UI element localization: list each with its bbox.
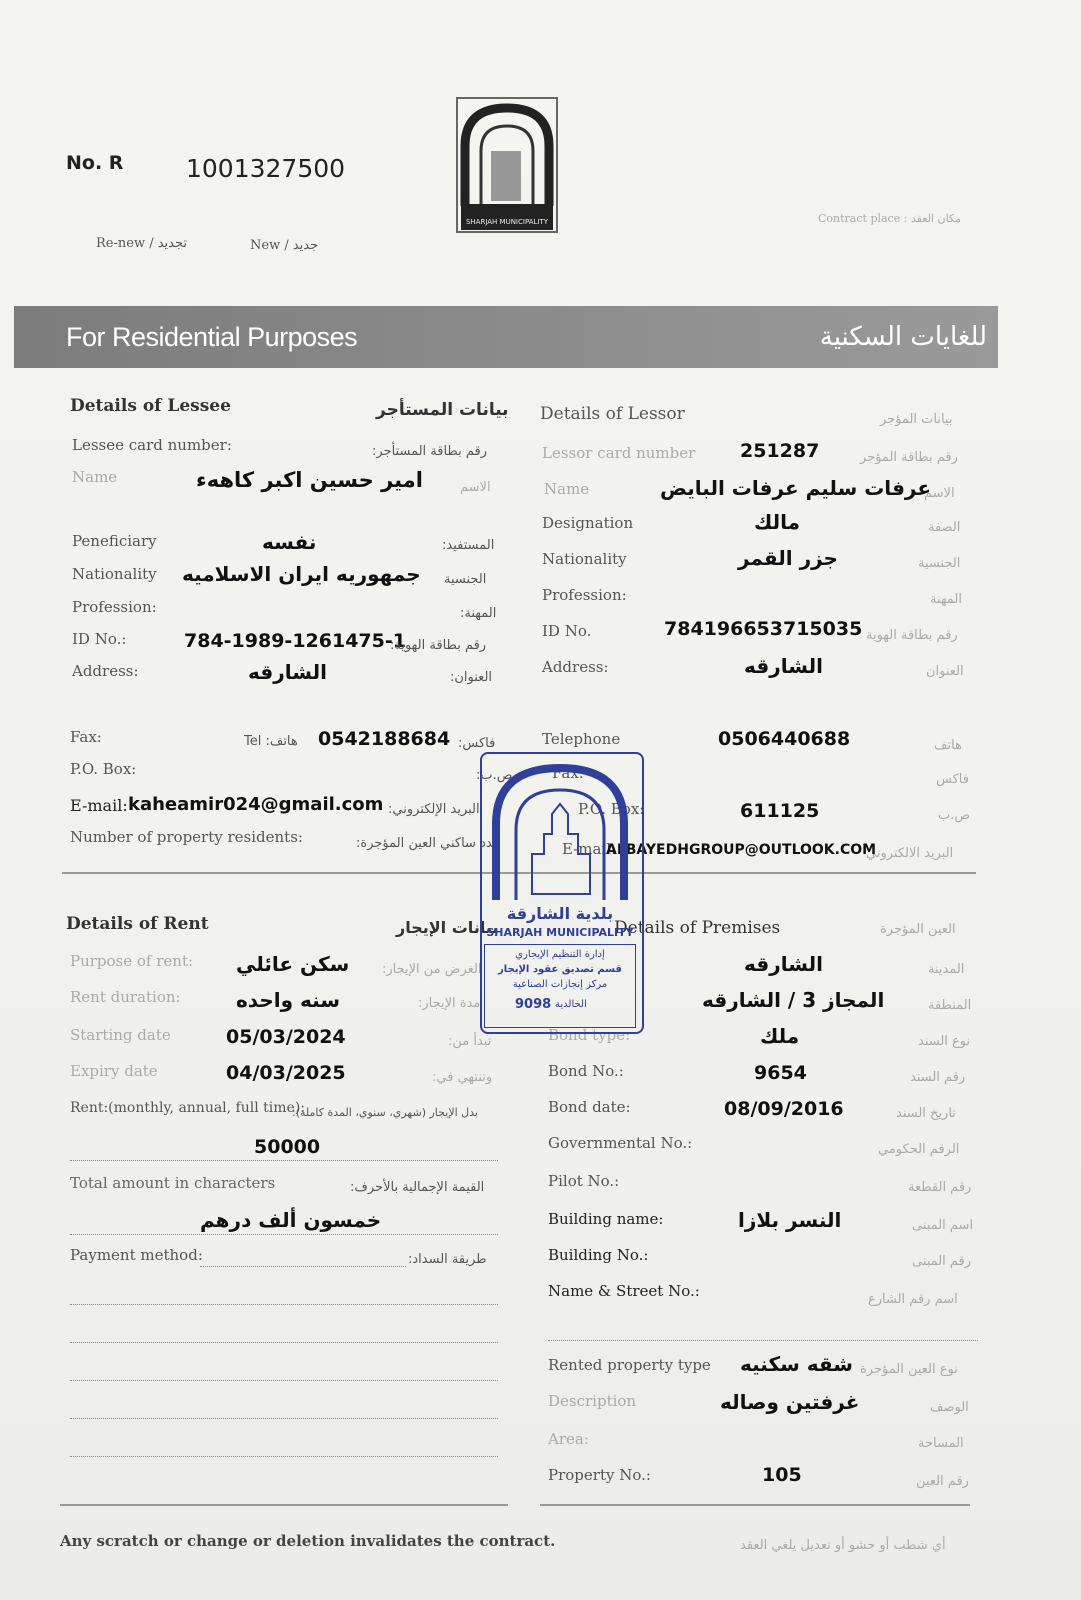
purpose-value: سكن عائلي: [236, 952, 350, 976]
lessor-card-label: Lessor card number: [542, 444, 696, 462]
description-label: Description: [548, 1392, 637, 1410]
designation-label-ar: الصفة: [928, 520, 961, 535]
lessor-name-label-ar: الاسم: [924, 486, 955, 501]
payment-method-label-ar: طريقة السداد:: [408, 1252, 487, 1267]
property-no-label-ar: رقم العين: [916, 1474, 969, 1489]
lessor-telephone-label: Telephone: [542, 730, 621, 748]
start-date-label-ar: تبدأ من:: [448, 1034, 492, 1049]
lessee-fax-label: Fax:: [70, 728, 102, 746]
building-name-value: النسر بلازا: [738, 1208, 842, 1232]
beneficiary-value: نفسه: [262, 530, 317, 554]
lessee-id-value: 784-1989-1261475-1: [184, 630, 406, 652]
stamp-line-3: مركز إنجازات الصناعية: [512, 979, 608, 990]
renew-checkbox-label: Re-new / تجديد: [96, 236, 187, 251]
plot-no-label-ar: رقم القطعة: [908, 1180, 972, 1195]
lessor-pobox-value: 611125: [740, 800, 820, 822]
total-label: Total amount in characters: [70, 1174, 276, 1192]
description-label-ar: الوصف: [930, 1400, 969, 1415]
bond-no-label-ar: رقم السند: [910, 1070, 966, 1085]
property-type-value: شقه سكنيه: [740, 1352, 853, 1376]
lessee-id-label: ID No.:: [72, 630, 127, 648]
new-checkbox-label: New / جديد: [250, 238, 319, 253]
property-type-label: Rented property type: [548, 1356, 711, 1374]
stamp-arch-icon: [482, 754, 638, 904]
rent-amount-label-ar: بدل الإيجار (شهري، سنوي، المدة كاملة):: [292, 1106, 478, 1119]
city-value: الشارقه: [744, 952, 823, 976]
bond-no-value: 9654: [754, 1062, 807, 1084]
total-value: خمسون ألف درهم: [200, 1208, 382, 1232]
municipality-logo: [455, 96, 559, 234]
lessor-telephone-label-ar: هاتف: [934, 738, 962, 753]
area-name-label-ar: المنطقة: [928, 998, 972, 1013]
lessor-address-label-ar: العنوان: [926, 664, 964, 679]
lessee-nationality-value: جمهوريه ايران الاسلاميه: [182, 562, 421, 586]
street-line: [548, 1340, 978, 1341]
lessor-profession-label-ar: المهنة: [930, 592, 962, 607]
street-label-ar: اسم رقم الشارع: [868, 1292, 958, 1307]
street-label: Name & Street No.:: [548, 1282, 700, 1300]
lessee-section-title-ar: بيانات المستأجر: [376, 400, 509, 420]
payment-line: [200, 1266, 406, 1267]
lessor-profession-label: Profession:: [542, 586, 627, 604]
lessee-tel-label: هاتف: Tel: [244, 734, 298, 749]
payment-line-4: [70, 1380, 498, 1381]
lessor-email-label-ar: البريد الالكتروني: [866, 846, 954, 861]
stamp-line-2: قسم تصديق عقود الإيجار: [498, 964, 622, 975]
lessee-nationality-label: Nationality: [72, 565, 157, 583]
building-no-label: Building No.:: [548, 1246, 649, 1264]
stamp-line-4: الخالدية: [555, 999, 587, 1010]
bond-date-value: 08/09/2016: [724, 1098, 844, 1120]
lessor-nationality-value: جزر القمر: [738, 546, 838, 570]
area-name-value: المجاز 3 / الشارقه: [702, 988, 885, 1012]
footer-warning-ar: أي شطب أو حشو أو تعديل يلغي العقد: [740, 1538, 946, 1553]
property-no-label: Property No.:: [548, 1466, 651, 1484]
building-no-label-ar: رقم المبنى: [912, 1254, 972, 1269]
lessee-tel-value: 0542188684: [318, 728, 451, 750]
expiry-date-value: 04/03/2025: [226, 1062, 346, 1084]
lessee-pobox-label: P.O. Box:: [70, 760, 137, 778]
lessor-fax-label: Fax:: [552, 764, 584, 782]
lessee-id-label-ar: رقم بطاقة الهوية:: [390, 638, 487, 653]
lessee-address-value: الشارقه: [248, 660, 327, 684]
payment-line-6: [70, 1456, 498, 1457]
payment-line-3: [70, 1342, 498, 1343]
logo-caption: SHARJAH MUNICIPALITY: [465, 218, 549, 226]
description-value: غرفتين وصاله: [720, 1390, 860, 1414]
purpose-label: Purpose of rent:: [70, 952, 194, 970]
rent-amount-label: Rent:(monthly, annual, full time):: [70, 1100, 306, 1116]
lessor-nationality-label-ar: الجنسية: [918, 556, 961, 571]
rent-amount-value: 50000: [254, 1136, 321, 1158]
stamp-line-1: إدارة التنظيم الإيجاري: [515, 949, 605, 960]
bond-type-label-ar: نوع السند: [918, 1034, 971, 1049]
lessor-section-title: Details of Lessor: [540, 404, 685, 424]
purpose-label-ar: الغرض من الإيجار:: [382, 962, 482, 977]
municipality-arch-icon: [455, 96, 559, 234]
lessee-email-label: E-mail:: [70, 796, 128, 815]
lessor-fax-label-ar: فاكس: [936, 772, 969, 787]
city-label-ar: المدينة: [928, 962, 965, 977]
duration-label-ar: مدة الإيجار:: [418, 996, 481, 1011]
designation-value: مالك: [754, 510, 801, 534]
residents-label: Number of property residents:: [70, 828, 303, 846]
lessor-email-value: ALBAYEDHGROUP@OUTLOOK.COM: [606, 842, 877, 858]
municipality-stamp: [480, 752, 644, 1034]
lessor-card-value: 251287: [740, 440, 820, 462]
property-no-value: 105: [762, 1464, 802, 1486]
area-size-label-ar: المساحة: [918, 1436, 964, 1451]
lessee-card-label: Lessee card number:: [72, 436, 232, 454]
payment-method-label: Payment method:: [70, 1246, 203, 1264]
payment-line-5: [70, 1418, 498, 1419]
start-date-label: Starting date: [70, 1026, 171, 1044]
lessor-address-label: Address:: [542, 658, 609, 676]
bond-date-label: Bond date:: [548, 1098, 631, 1116]
lessor-id-label: ID No.: [542, 622, 592, 640]
lessor-name-label: Name: [544, 480, 590, 498]
lessee-nationality-label-ar: الجنسية: [444, 572, 487, 587]
lessor-id-label-ar: رقم بطاقة الهوية: [866, 628, 958, 643]
lessor-telephone-value: 0506440688: [718, 728, 851, 750]
banner-title-ar: للغايات السكنية: [819, 322, 987, 352]
designation-label: Designation: [542, 514, 634, 532]
bond-date-label-ar: تاريخ السند: [896, 1106, 956, 1121]
governmental-no-label-ar: الرقم الحكومي: [878, 1142, 960, 1157]
bottom-divider-left: [60, 1504, 508, 1506]
bottom-divider-right: [540, 1504, 970, 1506]
rent-section-title: Details of Rent: [66, 914, 209, 934]
bond-no-label: Bond No.:: [548, 1062, 624, 1080]
lessor-pobox-label-ar: ص.ب: [938, 808, 971, 823]
bond-type-value: ملك: [760, 1024, 800, 1048]
duration-label: Rent duration:: [70, 988, 181, 1006]
footer-warning-en: Any scratch or change or deletion invalidates the contract.: [60, 1532, 556, 1550]
lessee-name-label-ar: الاسم: [460, 480, 491, 495]
lessor-pobox-label: P.O. Box:: [578, 800, 645, 818]
lessor-section-title-ar: بيانات المؤجر: [880, 412, 953, 427]
lessee-address-label-ar: العنوان:: [450, 670, 493, 685]
lessor-email-label: E-mail:: [562, 840, 617, 858]
plot-no-label: Pilot No.:: [548, 1172, 620, 1190]
contract-number: 1001327500: [186, 154, 346, 183]
premises-section-title: Details of Premises: [614, 918, 781, 938]
lessee-fax-label-ar: فاكس:: [458, 736, 496, 751]
stamp-name-ar: بلدية الشارقة: [506, 904, 614, 923]
stamp-code: 9098: [515, 997, 552, 1012]
bond-type-label: Bond type:: [548, 1026, 631, 1044]
start-date-value: 05/03/2024: [226, 1026, 346, 1048]
lessee-email-label-ar: البريد الإلكتروني:: [388, 802, 480, 817]
contract-place-label: Contract place : مكان العقد: [818, 212, 961, 225]
stamp-inner-box: [484, 944, 636, 1028]
lessee-pobox-label-ar: ص.ب:: [476, 768, 513, 783]
lessee-name-value: امير حسين اكبر كاهه‌ء: [196, 468, 423, 492]
lessee-section-title: Details of Lessee: [70, 396, 231, 416]
area-size-label: Area:: [548, 1430, 589, 1448]
lessee-card-label-ar: رقم بطاقة المستأجر:: [372, 444, 487, 459]
beneficiary-label: Peneficiary: [72, 532, 157, 550]
property-type-label-ar: نوع العين المؤجرة: [860, 1362, 958, 1377]
lessee-email-value: kaheamir024@gmail.com: [128, 794, 384, 815]
rent-section-title-ar: بيانات الإيجار: [396, 918, 499, 937]
lessee-profession-label-ar: المهنة:: [460, 606, 497, 621]
building-name-label: Building name:: [548, 1210, 664, 1228]
lessee-profession-label: Profession:: [72, 598, 157, 616]
banner-title-en: For Residential Purposes: [66, 322, 358, 352]
lessee-address-label: Address:: [72, 662, 139, 680]
lessor-address-value: الشارقه: [744, 654, 823, 678]
total-label-ar: القيمة الإجمالية بالأحرف:: [350, 1180, 485, 1195]
lessee-name-label: Name: [72, 468, 118, 486]
governmental-no-label: Governmental No.:: [548, 1134, 693, 1152]
beneficiary-label-ar: المستفيد:: [442, 538, 495, 553]
contract-no-label: No. R: [66, 152, 124, 174]
residents-label-ar: عدد ساكني العين المؤجرة:: [356, 836, 501, 851]
stamp-name-en: SHARJAH MUNICIPALITY: [486, 926, 634, 939]
lessor-name-value: عرفات سليم عرفات البايض: [660, 476, 932, 500]
lessor-id-value: 784196653715035: [664, 618, 863, 640]
duration-value: سنه واحده: [236, 988, 340, 1012]
payment-line-2: [70, 1304, 498, 1305]
expiry-date-label: Expiry date: [70, 1062, 158, 1080]
expiry-date-label-ar: وتنتهي في:: [432, 1070, 493, 1085]
lessor-nationality-label: Nationality: [542, 550, 627, 568]
lessor-card-label-ar: رقم بطاقة المؤجر: [860, 450, 958, 465]
rent-amount-line: [70, 1160, 498, 1161]
total-line: [70, 1234, 498, 1235]
building-name-label-ar: اسم المبنى: [912, 1218, 974, 1233]
premises-section-title-ar: العين المؤجرة: [880, 922, 956, 937]
